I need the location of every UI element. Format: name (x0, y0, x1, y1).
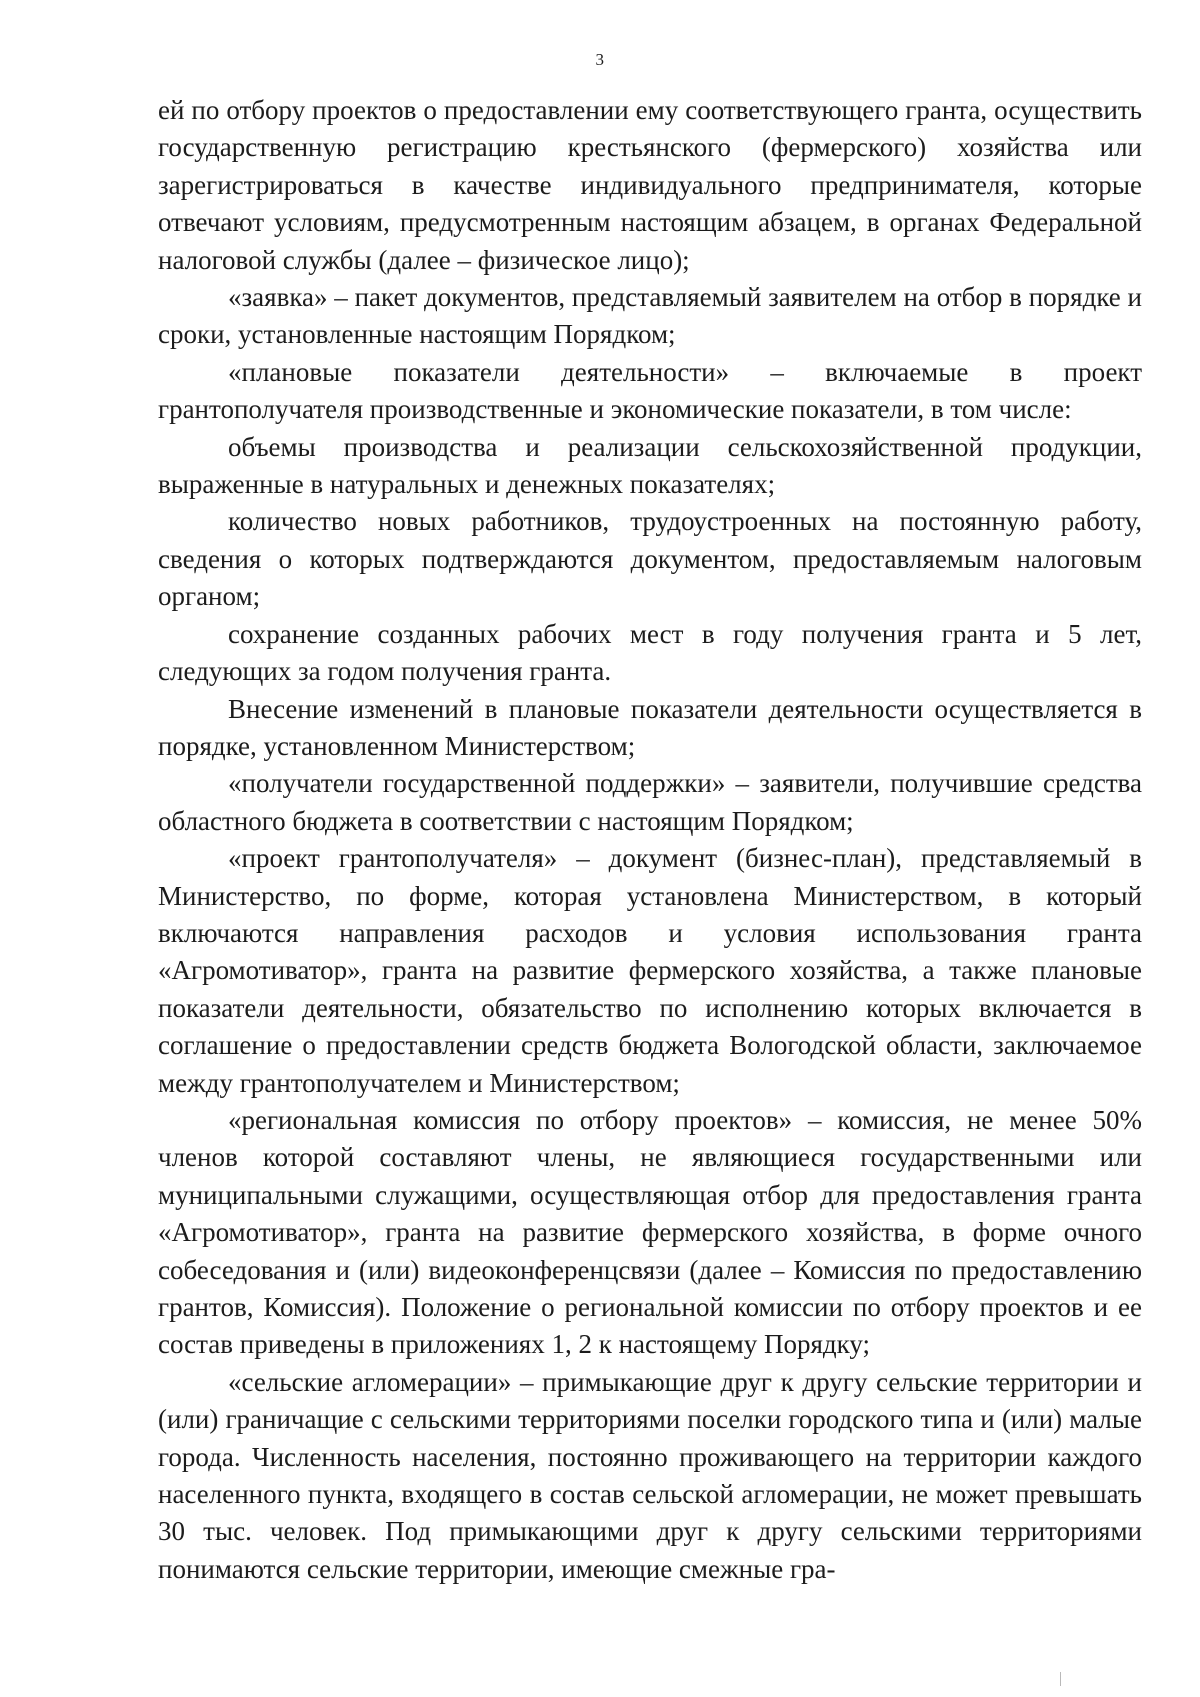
paragraph-regional-commission: «региональная комиссия по отбору проектов» – комиссия, не менее 50% членов которой составляют члены, не являющиеся государственными или муниципальными служащими, осуществляющая отбор для предоставления гранта «Агромотиватор», гранта на развитие фермерского хозяйства, в форме очного собеседования и (или) видеоконференцсвязи (далее – Комиссия по предоставлению грантов, Комиссия). Положение о региональной комиссии по отбору проектов и ее состав приведены в приложениях 1, 2 к настоящему Порядку; (158, 1104, 1142, 1360)
paragraph-planned-indicators: «плановые показатели деятельности» – включаемые в проект грантополучателя производственные и экономические показатели, в том числе: (158, 356, 1142, 425)
paragraph-grantee-project: «проект грантополучателя» – документ (бизнес-план), представляемый в Министерство, по форме, которая установлена Министерством, в который включаются направления расходов и условия использования гранта «Агромотиватор», гранта на развитие фермерского хозяйства, а также плановые показатели деятельности, обязательство по исполнению которых включается в соглашение о предоставлении средств бюджета Вологодской области, заключаемое между грантополучателем и Министерством; (158, 843, 1142, 1098)
paragraph-application: «заявка» – пакет документов, представляемый заявителем на отбор в порядке и сроки, установленные настоящим Порядком; (158, 282, 1142, 350)
page-number: 3 (595, 50, 605, 69)
paragraph-rural-agglomerations: «сельские агломерации» – примыкающие друг к другу сельские территории и (или) граничащие с сельскими территориями поселки городского типа и (или) малые города. Численность населения, постоянно проживающего на территории каждого населенного пункта, входящего в состав сельской агломерации, не может превышать 30 тыс. человек. Под примыкающими друг к другу сельскими территориями понимаются сельские территории, имеющие смежные гра- (158, 1366, 1142, 1584)
paragraph-production-volumes: объемы производства и реализации сельскохозяйственной продукции, выраженные в натуральных и денежных показателях; (158, 431, 1142, 500)
paragraph-support-recipients: «получатели государственной поддержки» – заявители, получившие средства областного бюджета в соответствии с настоящим Порядком; (158, 768, 1142, 836)
paragraph-indicator-changes: Внесение изменений в плановые показатели деятельности осуществляется в порядке, установленном Министерством; (158, 693, 1142, 761)
paragraph-new-workers: количество новых работников, трудоустроенных на постоянную работу, сведения о которых подтверждаются документом, предоставляемым налоговым органом; (158, 506, 1142, 612)
document-body (158, 92, 1142, 1588)
paragraph-jobs-preservation: сохранение созданных рабочих мест в году получения гранта и 5 лет, следующих за годом получения гранта. (158, 618, 1142, 687)
scan-mark (1060, 1672, 1061, 1686)
paragraph-physical-person: ей по отбору проектов о предоставлении ему соответствующего гранта, осуществить государственную регистрацию крестьянского (фермерского) хозяйства или зарегистрироваться в качестве индивидуального предпринимателя, которые отвечают условиям, предусмотренным настоящим абзацем, в органах Федеральной налоговой службы (далее – физическое лицо); (158, 95, 1142, 275)
